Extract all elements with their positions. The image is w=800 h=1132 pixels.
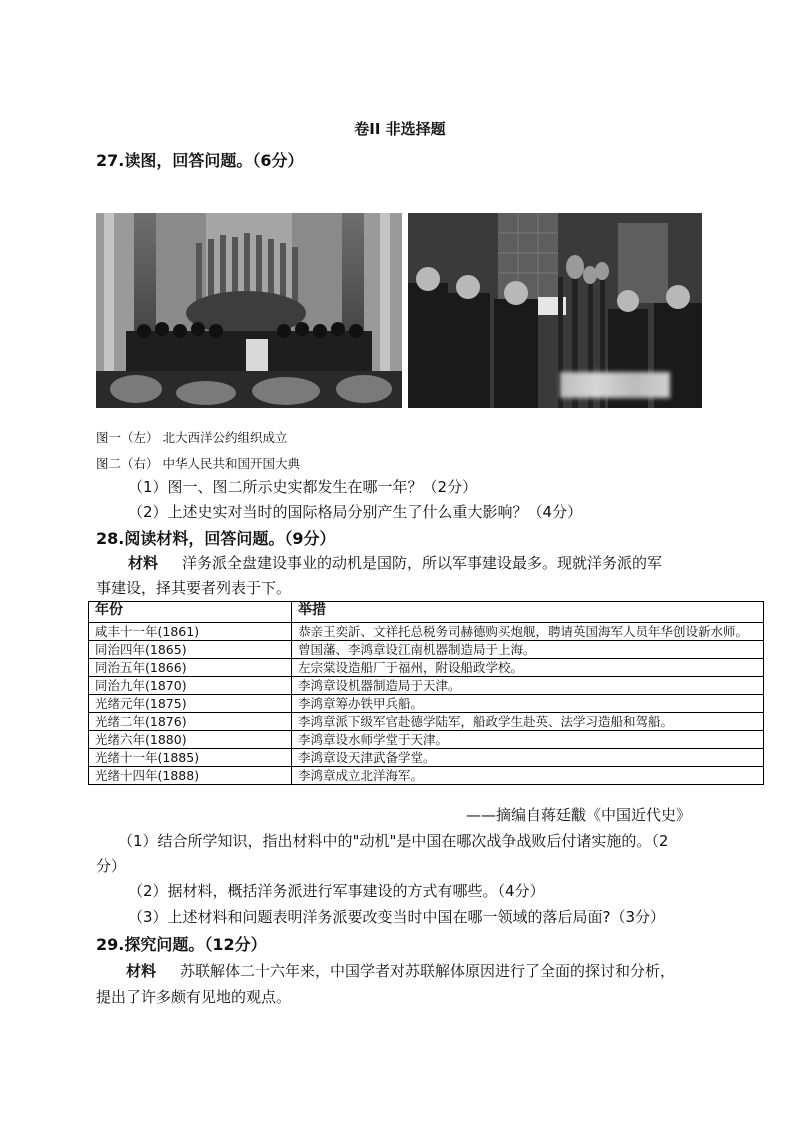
q28-material-label: 材料 (128, 554, 159, 572)
q28-material-line2: 事建设，择其要者列表于下。 (96, 579, 292, 597)
table-row (89, 749, 764, 767)
cell-measure: 左宗棠设造船厂于福州，附设船政学校。 (292, 659, 764, 677)
q28-sub1-continued: 分） (96, 857, 127, 875)
table-row (89, 731, 764, 749)
cell-measure: 李鸿章设天津武备学堂。 (292, 749, 764, 767)
table-row (89, 677, 764, 695)
cell-year: 光绪十四年(1888) (89, 767, 292, 785)
q27-sub2: （2）上述史实对当时的国际格局分别产生了什么重大影响？（4分） (128, 503, 583, 521)
q28-material-line1 (128, 552, 662, 573)
caption-figure-1: 图一（左） 北大西洋公约组织成立 (96, 430, 288, 445)
table-row (89, 623, 764, 641)
cell-year: 同治九年(1870) (89, 677, 292, 695)
section-title: 卷II 非选择题 (354, 120, 446, 138)
cell-year: 同治五年(1866) (89, 659, 292, 677)
q28-sub1: （1）结合所学知识，指出材料中的"动机"是中国在哪次战争战败后付诸实施的。（2 (118, 832, 669, 850)
cell-year: 同治四年(1865) (89, 641, 292, 659)
nato-founding-photo-drawing (96, 213, 402, 408)
table-row (89, 713, 764, 731)
question-28-title: 28.阅读材料，回答问题。（9分） (96, 529, 336, 548)
q29-text1: 苏联解体二十六年来，中国学者对苏联解体原因进行了全面的探讨和分析， (180, 962, 676, 980)
blurred-watermark (560, 372, 670, 398)
table-row (89, 695, 764, 713)
military-construction-table (88, 601, 764, 785)
cell-measure: 李鸿章派下级军官赴德学陆军，船政学生赴英、法学习造船和驾船。 (292, 713, 764, 731)
nato-founding-photo (96, 213, 402, 408)
cell-measure: 李鸿章成立北洋海军。 (292, 767, 764, 785)
q28-material-text1: 洋务派全盘建设事业的动机是国防，所以军事建设最多。现就洋务派的军 (182, 554, 663, 572)
cell-year: 光绪二年(1876) (89, 713, 292, 731)
question-29-title: 29.探究问题。（12分） (96, 935, 267, 954)
q28-source: ——摘编自蒋廷黻《中国近代史》 (466, 806, 692, 824)
cell-measure: 李鸿章设机器制造局于天津。 (292, 677, 764, 695)
table-row (89, 659, 764, 677)
cell-year: 光绪元年(1875) (89, 695, 292, 713)
q27-sub1: （1）图一、图二所示史实都发生在哪一年？（2分） (128, 478, 478, 496)
cell-measure: 恭亲王奕訢、文祥托总税务司赫德购买炮舰，聘请英国海军人员年华创设新水师。 (292, 623, 764, 641)
q29-text2: 提出了许多颇有见地的观点。 (96, 988, 292, 1006)
caption-figure-2: 图二（右） 中华人民共和国开国大典 (96, 456, 300, 471)
table-row (89, 767, 764, 785)
cell-year: 咸丰十一年(1861) (89, 623, 292, 641)
cell-year: 光绪十一年(1885) (89, 749, 292, 767)
q28-sub2: （2）据材料，概括洋务派进行军事建设的方式有哪些。（4分） (128, 882, 545, 900)
q29-material-label: 材料 (126, 962, 157, 980)
column-header-measures: 举措 (292, 602, 764, 623)
cell-measure: 李鸿章设水师学堂于天津。 (292, 731, 764, 749)
q28-sub3: （3）上述材料和问题表明洋务派要改变当时中国在哪一领域的落后局面?（3分） (128, 908, 666, 926)
table-row (89, 641, 764, 659)
column-header-year: 年份 (89, 602, 292, 623)
cell-measure: 李鸿章筹办铁甲兵船。 (292, 695, 764, 713)
cell-year: 光绪六年(1880) (89, 731, 292, 749)
table-header-row (89, 602, 764, 623)
q29-material-line1 (126, 960, 675, 981)
question-27-title: 27.读图，回答问题。（6分） (96, 151, 304, 170)
cell-measure: 曾国藩、李鸿章设江南机器制造局于上海。 (292, 641, 764, 659)
